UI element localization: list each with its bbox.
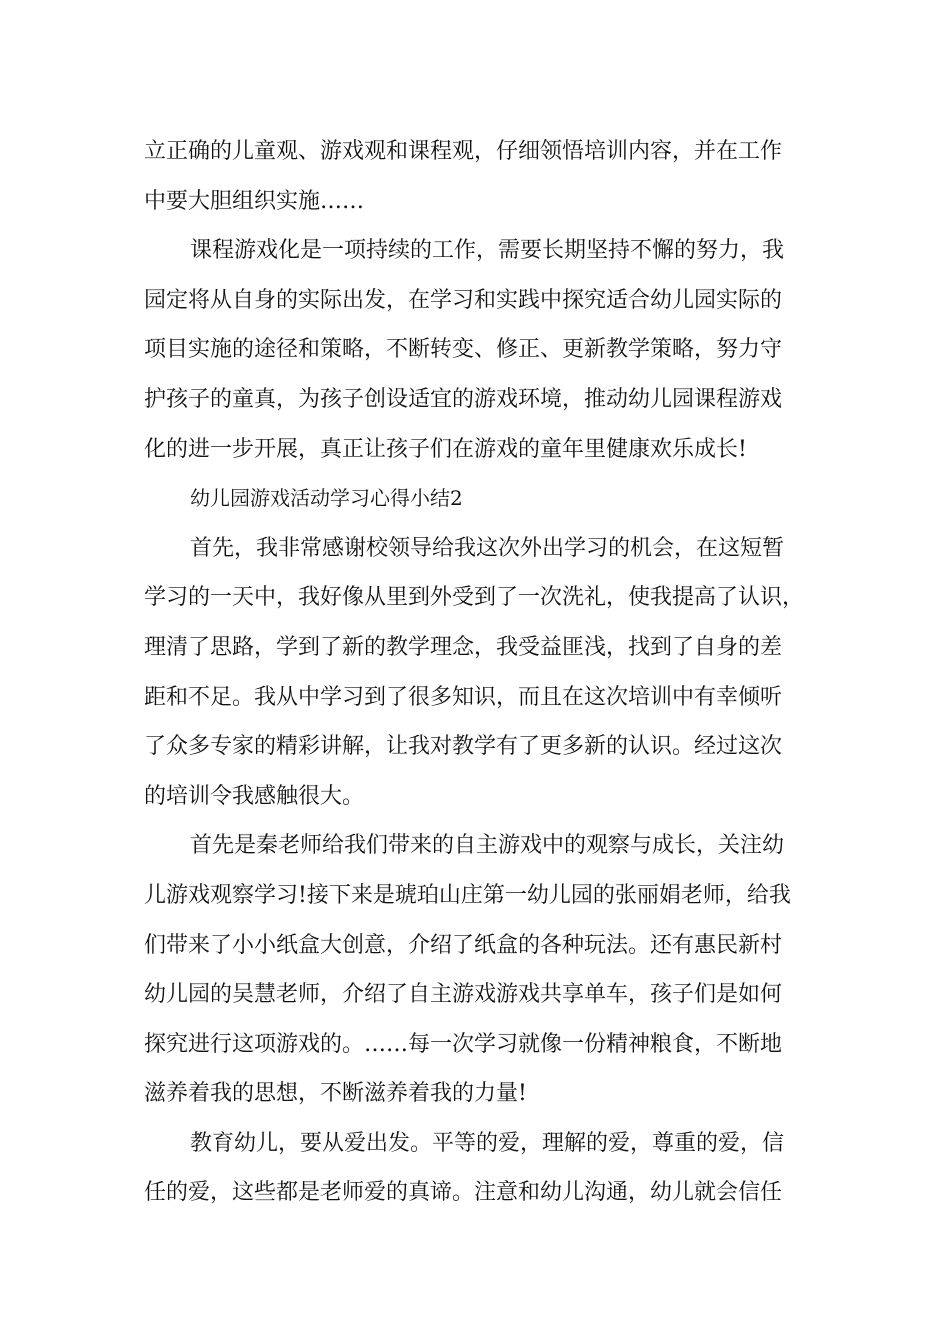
text-line: 项目实施的途径和策略，不断转变、修正、更新教学策略，努力守: [144, 337, 783, 363]
text-line: 的培训令我感触很大。: [144, 783, 365, 809]
text-line: 距和不足。我从中学习到了很多知识，而且在这次培训中有幸倾听: [144, 684, 783, 710]
text-line: 儿游戏观察学习!接下来是琥珀山庄第一幼儿园的张丽娟老师，给我: [144, 882, 791, 908]
text-line: 了众多专家的精彩讲解，让我对教学有了更多新的认识。经过这次: [144, 734, 783, 760]
paragraph-first-line: 首先是秦老师给我们带来的自主游戏中的观察与成长，关注幼: [190, 833, 785, 859]
text-line: 中要大胆组织实施……: [144, 188, 365, 214]
text-line: 滋养着我的思想，不断滋养着我的力量!: [144, 1081, 527, 1107]
text-line: 化的进一步开展，真正让孩子们在游戏的童年里健康欢乐成长!: [144, 436, 747, 462]
text-line: 任的爱，这些都是老师爱的真谛。注意和幼儿沟通，幼儿就会信任: [144, 1180, 783, 1206]
document-body: [144, 127, 810, 1218]
text-line: 园定将从自身的实际出发，在学习和实践中探究适合幼儿园实际的: [144, 287, 783, 313]
paragraph-first-line: 教育幼儿，要从爱出发。平等的爱，理解的爱，尊重的爱，信: [190, 1130, 785, 1156]
paragraph-first-line: 课程游戏化是一项持续的工作，需要长期坚持不懈的努力，我: [190, 238, 785, 264]
text-line: 理清了思路，学到了新的教学理念，我受益匪浅，找到了自身的差: [144, 634, 783, 660]
text-line: 立正确的儿童观、游戏观和课程观，仔细领悟培训内容，并在工作: [144, 139, 783, 164]
text-line: 探究进行这项游戏的。……每一次学习就像一份精神粮食，不断地: [144, 1031, 783, 1057]
text-line: 学习的一天中，我好像从里到外受到了一次洗礼，使我提高了认识，: [144, 585, 805, 611]
section-heading: 幼儿园游戏活动学习心得小结2: [190, 486, 463, 511]
text-line: 护孩子的童真，为孩子创设适宜的游戏环境，推动幼儿园课程游戏: [144, 386, 783, 412]
text-line: 们带来了小小纸盒大创意，介绍了纸盒的各种玩法。还有惠民新村: [144, 932, 783, 958]
paragraph-first-line: 首先，我非常感谢校领导给我这次外出学习的机会，在这短暂: [190, 535, 785, 561]
text-line: 幼儿园的吴慧老师，介绍了自主游戏游戏共享单车，孩子们是如何: [144, 982, 783, 1008]
